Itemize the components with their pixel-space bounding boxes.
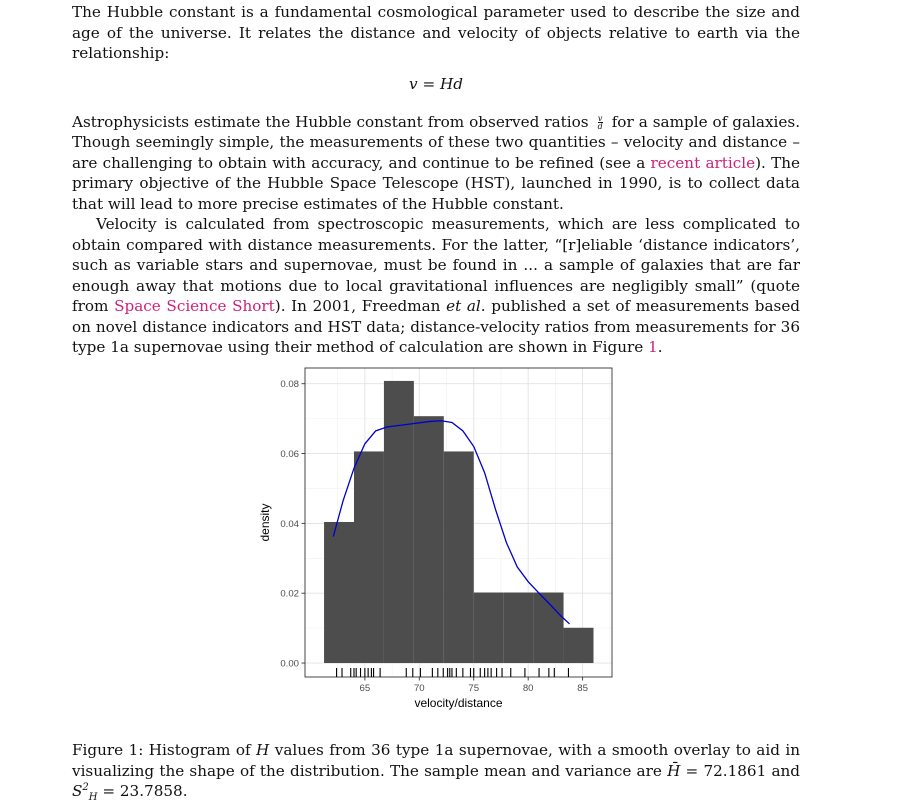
recent-article-link[interactable]: recent article bbox=[650, 153, 756, 172]
figure-caption bbox=[72, 740, 800, 802]
caption-and: and bbox=[771, 761, 801, 780]
paragraph-velocity bbox=[72, 214, 800, 358]
fraction-numerator: v bbox=[597, 114, 603, 123]
variance-base: S bbox=[72, 782, 83, 800]
para2-text-a: Astrophysicists estimate the Hubble constant from observed ratios bbox=[72, 112, 589, 131]
x-tick-label-2: 75 bbox=[468, 683, 480, 694]
para3-text-end: . bbox=[657, 338, 663, 356]
x-tick-label-1: 70 bbox=[413, 683, 425, 694]
caption-variance-symbol bbox=[72, 781, 98, 803]
histogram-bar-2 bbox=[384, 381, 414, 663]
x-tick-label-3: 80 bbox=[522, 683, 534, 694]
histogram-bar-5 bbox=[474, 593, 504, 664]
fraction-denominator: d bbox=[597, 122, 603, 131]
y-axis-label: density bbox=[258, 503, 272, 542]
ratio-fraction bbox=[598, 115, 603, 130]
caption-mean-value: = 72.1861 bbox=[685, 761, 767, 780]
histogram-bar-4 bbox=[444, 451, 474, 663]
y-tick-label-0: 0.00 bbox=[280, 658, 299, 670]
x-axis-label: velocity/distance bbox=[414, 696, 503, 710]
para3-text-b: ). In 2001, Freedman bbox=[274, 297, 441, 315]
para2-text-b: for a sample of galaxies. Though seemingly simple, the measurements of these two quantities – velocity and distance – are challenging to obtain with accuracy, and continue to be refined (see a bbox=[72, 112, 801, 172]
et-al: et al. bbox=[446, 297, 486, 315]
x-tick-label-4: 85 bbox=[577, 683, 588, 694]
space-science-short-link[interactable]: Space Science Short bbox=[114, 297, 275, 315]
histogram-bar-0 bbox=[324, 522, 354, 663]
x-tick-label-0: 65 bbox=[359, 683, 371, 694]
caption-variance-value: = 23.7858. bbox=[102, 782, 188, 800]
y-tick-label-1: 0.02 bbox=[280, 588, 299, 600]
paragraph-measurements bbox=[72, 112, 800, 215]
caption-H: H bbox=[256, 741, 270, 759]
article-body bbox=[72, 0, 800, 358]
variance-sup: 2 bbox=[82, 781, 89, 793]
hubble-equation: v = Hd bbox=[409, 74, 463, 93]
para2-text-c: ). The primary objective of the Hubble Space Telescope (HST), launched in 1990, is to collect data that will lead to more precise estimates of the Hubble constant. bbox=[72, 153, 801, 213]
y-tick-label-4: 0.08 bbox=[280, 379, 299, 391]
histogram-figure bbox=[253, 360, 613, 722]
intro-paragraph: The Hubble constant is a fundamental cosmological parameter used to describe the size and age of the universe. It relates the distance and velocity of objects relative to earth via the relationship: bbox=[72, 3, 800, 62]
figure-1-link[interactable]: 1 bbox=[648, 338, 658, 356]
para3-text-a: Velocity is calculated from spectroscopic measurements, which are less complicated to obtain compared with distance measurements. For the latter, “[r]eliable ‘distance indicators’, such as variable stars and supernovae, must be found in ... a sample of galaxies that are far enough away that motions due to local gravitational influences are negligibly small” (quote from bbox=[72, 215, 800, 315]
y-tick-label-2: 0.04 bbox=[280, 518, 299, 530]
y-tick-label-3: 0.06 bbox=[280, 449, 299, 461]
histogram-bar-8 bbox=[564, 628, 594, 663]
para3-text-c: published a set of measurements based on novel distance indicators and HST data; distance-velocity ratios from measurements for 36 type 1a supernovae using their method of calculation are shown in Figure bbox=[72, 297, 801, 356]
caption-mean-symbol: H̄ bbox=[667, 761, 681, 780]
histogram-bar-6 bbox=[504, 593, 534, 664]
histogram-bar-3 bbox=[414, 416, 444, 663]
caption-text-b: values from 36 type 1a supernovae, with a smooth overlay to aid in visualizing the shape of the distribution. The sample mean and variance are bbox=[72, 741, 801, 780]
histogram-bar-1 bbox=[354, 451, 384, 663]
variance-sub: H bbox=[88, 792, 98, 803]
caption-text-a: Figure 1: Histogram of bbox=[72, 741, 251, 759]
